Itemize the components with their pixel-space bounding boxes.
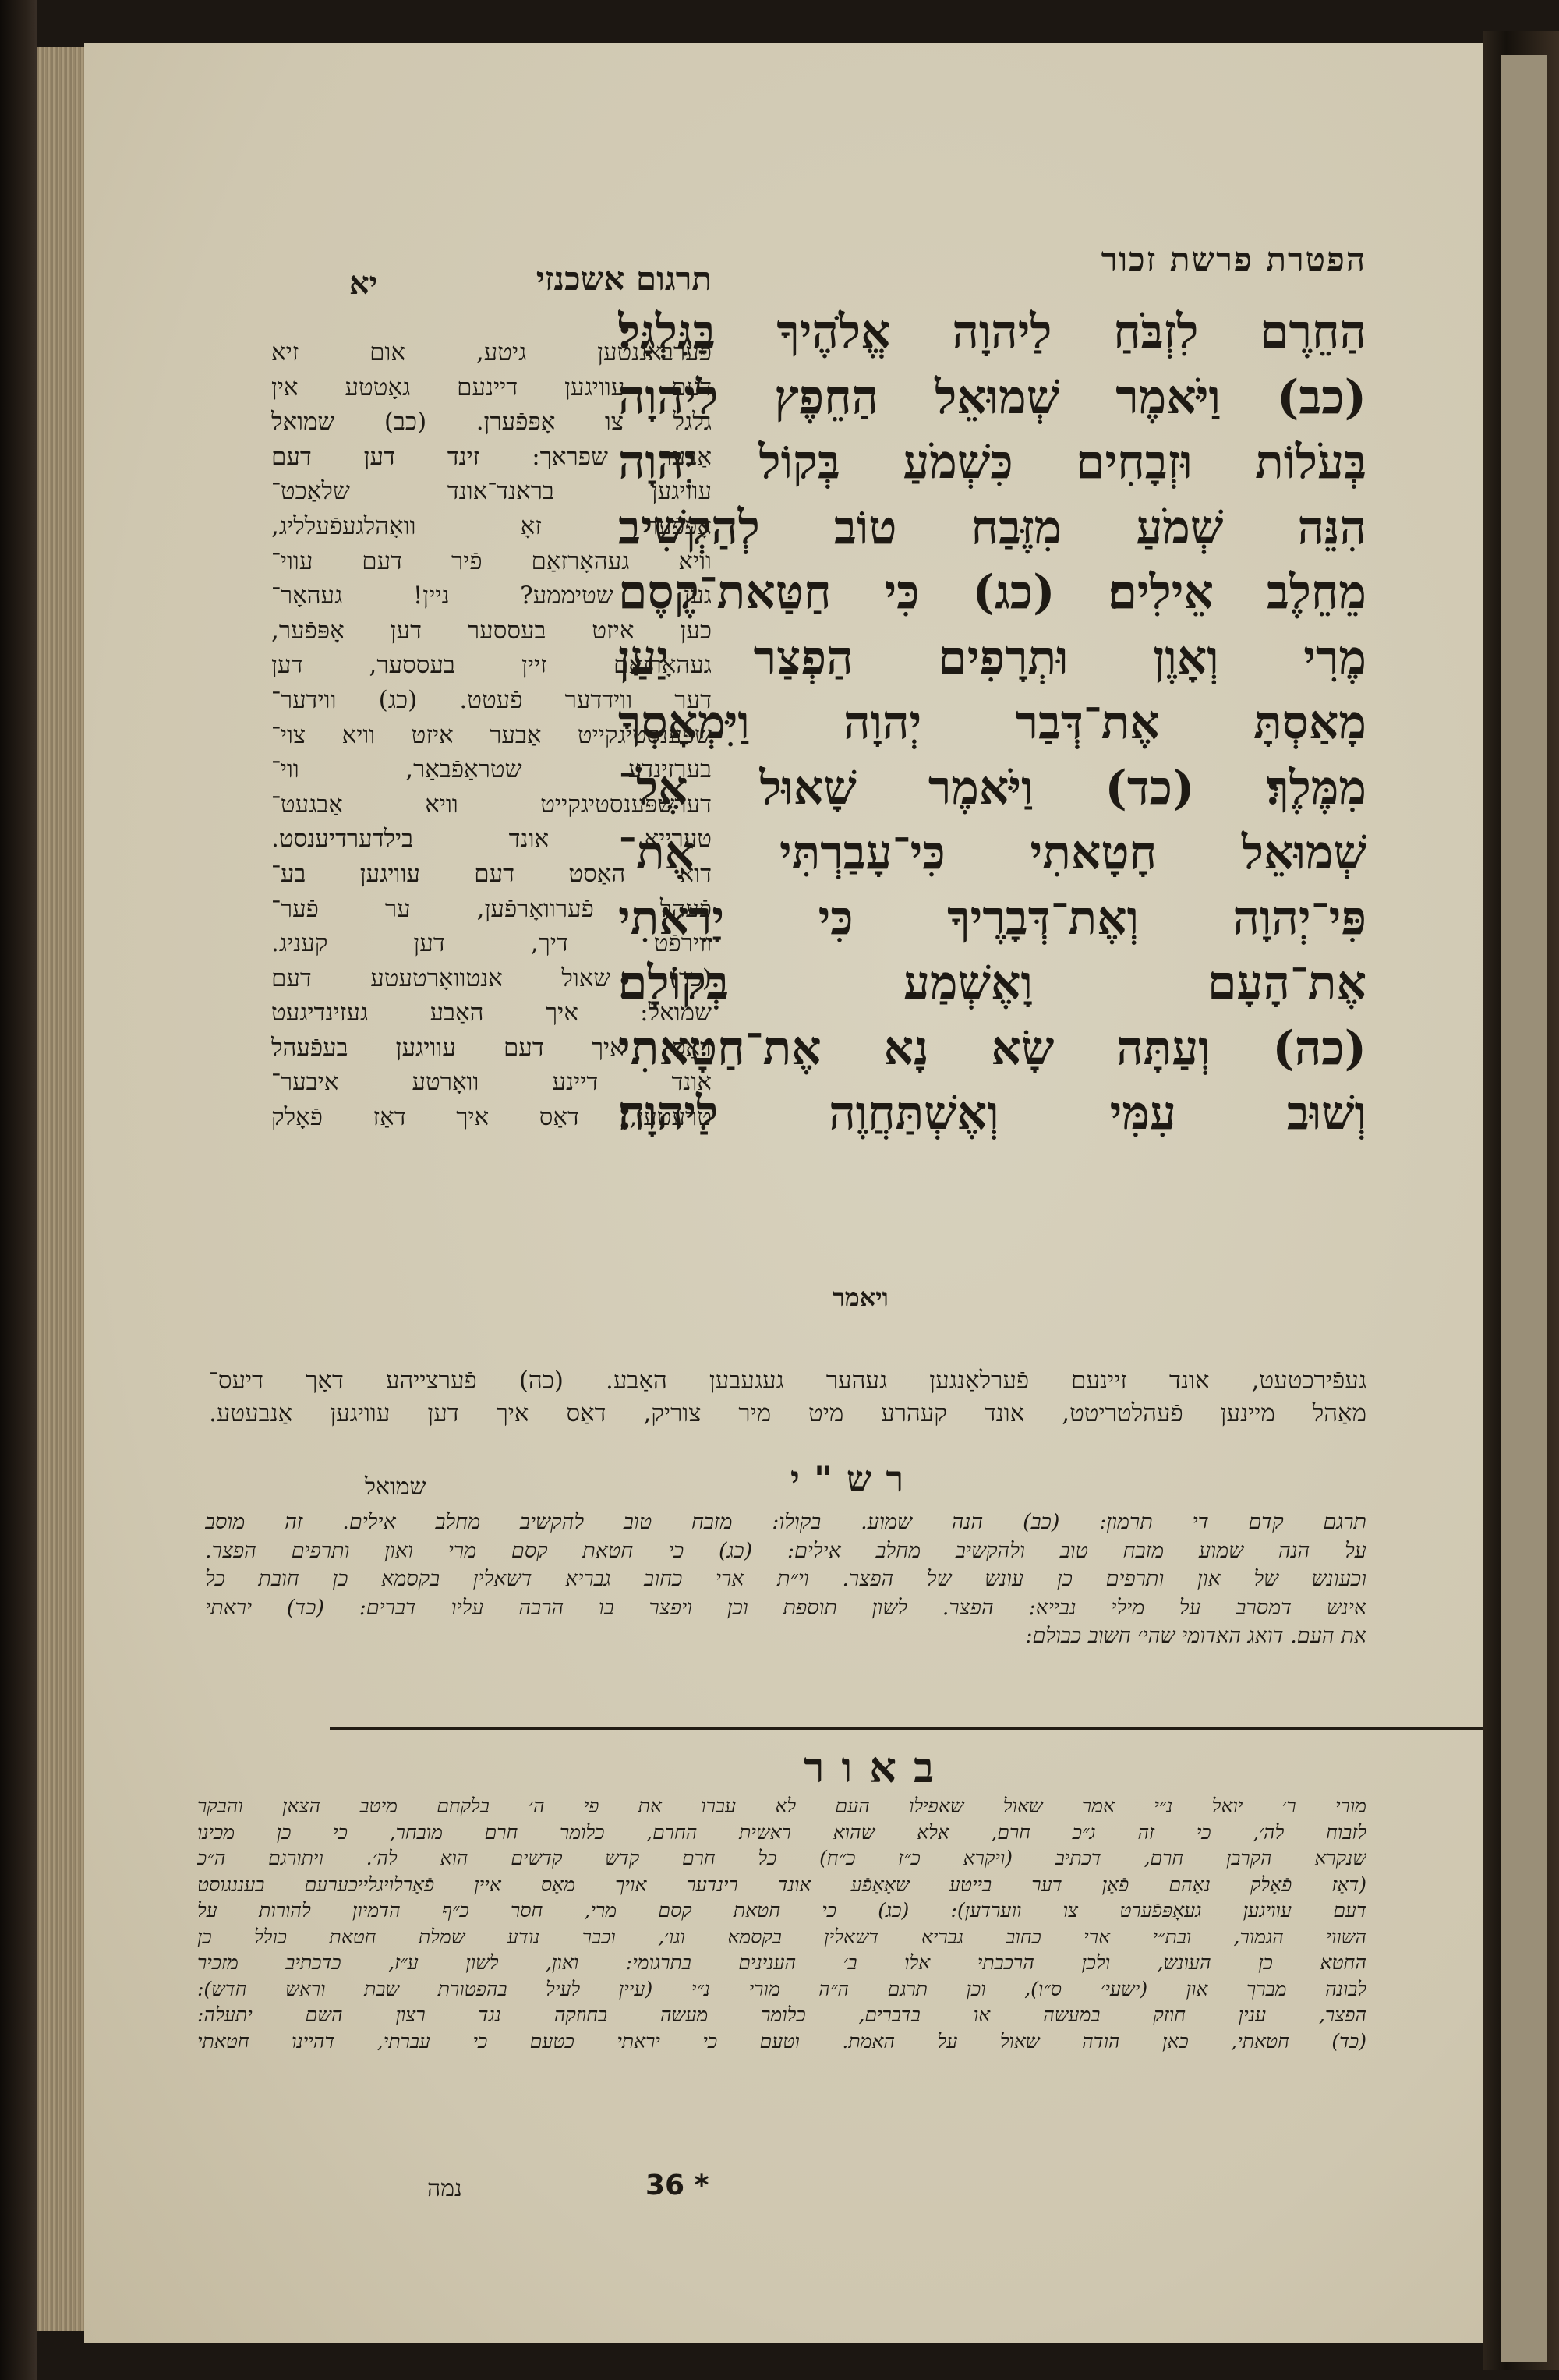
targum-line: טרעטען, דאַס איך דאַז פֿאָלק (271, 1103, 712, 1132)
biur-heading: באור (803, 1742, 952, 1792)
targum-catchword: שמואל (365, 1473, 426, 1501)
rashi-heading: רש"י (790, 1458, 918, 1500)
main-hebrew-text (618, 300, 1366, 1147)
biur-commentary (197, 1793, 1366, 2054)
targum-line: פֿערבאננטען גיטע, אום זיא (271, 338, 712, 366)
main-text-line: וְשׁוּב עִמִּי וְאֶשְׁתַּחֲוֶה לַיהוָה׃ (618, 1086, 1366, 1140)
biur-line: (דאָז פֿאָלק נאַהם פֿאָן דער בייטע שאָאַפֿע אונד רינדער אויך מאָס איין פֿאָרלויגלייכערעם בעננגוסט (197, 1873, 1366, 1896)
rashi-line: תרגם קדם די תרמון: (כב) הנה שמוע. בקולו: מזבח טוב להקשיב מחלב אילים. זה מוסב (205, 1510, 1366, 1534)
targum-line: ווירפֿט דיך, דען קעניג. (271, 929, 712, 958)
main-text-line: מֵחֵלֶב אֵילִים׃ (כג) כִּי חַטַּאת־קֶסֶם (618, 565, 1366, 620)
main-text-line: (כב) וַיֹּאמֶר שְׁמוּאֵל הַחֵפֶץ לַיהוָה (618, 370, 1366, 425)
targum-column (271, 335, 712, 1135)
targum-line: כען איזט בעססער דען אָפּפֿער, (271, 616, 712, 645)
main-text-line: פִּי־יְהוָה וְאֶת־דְּבָרֶיךָ כִּי יָרֵאתִי (618, 890, 1366, 946)
biur-line: לבונה מברך און (ישעי׳ ס״ו), וכן תרגם ה״ה מורי נ״י (עיין לעיל בהפטורת שבת וראש חדש): (197, 1977, 1366, 2000)
main-text-line: מֶרִי וְאָוֶן וּתְרָפִים הַפְצַר יַעַן (618, 630, 1366, 685)
section-divider (330, 1727, 1515, 1730)
main-text-line: בְּעֹלוֹת וּזְבָחִים כִּשְׁמֹעַ בְּקוֹל יְהוָה (618, 435, 1366, 490)
biur-line: (כד) חטאתי, כאן הודה שאול על האמת. וטעם כי יראתי כטעם כי עברתי, דהיינו חטאתי (197, 2029, 1366, 2053)
biur-line: השווי הגמור, ובת״י ארי כחוב גבריא דשאלין בקסמא וגו׳, וכבר נודע שמלת חטאת כולל כן (197, 1925, 1366, 1948)
targum-continuation (209, 1364, 1366, 1430)
targum-line: דאַס איך דעם עוויגען בעפֿעהל (271, 1033, 712, 1062)
main-catchword: ויאמר (833, 1282, 889, 1312)
book-page (84, 43, 1483, 2343)
targum-line: דער ווידדער פֿעטט. (כג) ווידער־ (271, 685, 712, 714)
targum-cont-line: געפֿירכטעט, אונד זיינעם פֿערלאַנגען געהער געגעבען האַבע. (כה) פֿערצייהע דאָך דיעס־ (209, 1367, 1366, 1395)
targum-line: אַבער שפראך: זינד דען דעם (271, 442, 712, 471)
page-edges (37, 47, 86, 2331)
targum-line: אָפּפֿער זאָ וואָהלגעפֿעלליג, (271, 511, 712, 540)
main-text-line: מִמֶּלֶךְ׃ (כד) וַיֹּאמֶר שָׁאוּל אֶל־ (618, 760, 1366, 815)
targum-line: גען שטיממע? ניין! געהאָר־ (271, 582, 712, 610)
facing-page-edge (1501, 55, 1547, 2362)
biur-line: דעם עוויגען געאָפּפֿערט צו ווערדען): (כג) כי חטאת קסם מרי, חסר כ״ף הדמיון להורות על (197, 1899, 1366, 1922)
targum-line: (כד) שאול אנטוואָרטעטע דעם (271, 964, 712, 992)
biur-line: שנקרא הקרבן חרם, דכתיב (ויקרא כ״ז כ״ח) כל חרם קדש קדשים הוא לה׳. ויתורגם ה״כ (197, 1847, 1366, 1869)
main-text-line: (כה) וְעַתָּה שָׂא נָא אֶת־חַטָּאתִי (618, 1020, 1366, 1076)
page-number-hebrew: יא (349, 265, 378, 302)
biur-line: החטא כן העונש, ולכן הרכבתי אלו ב׳ הענינים בתרגומי: ואון, לשון ע״ז, כדכתיב מזכיר (197, 1951, 1366, 1974)
rashi-line: את העם. דואג האדומי שהי׳ חשוב כבולם: (1025, 1624, 1366, 1648)
targum-line: פֿעהל פֿערוואָרפֿען, ער פֿער־ (271, 894, 712, 923)
targum-cont-line: מאַהל מיינען פֿעהלטריטט, אונד קעהרע מיט מיר צוריק, דאַס איך דען עוויגען אַנבעטע. (209, 1399, 1366, 1427)
right-binding (1483, 31, 1559, 2370)
left-binding (0, 0, 37, 2380)
main-text-line: אֶת־הָעָם וָאֶשְׁמַע בְּקוֹלָם׃ (618, 956, 1366, 1010)
targum-line: דעם עוויגען דיינעם גאָטטע אין (271, 373, 712, 401)
targum-line: בערזינדע שטראַפֿבאַר, ווי־ (271, 755, 712, 784)
rashi-line: וכעונש של און ותרפים כן עונש של הפצר. וי״ת ארי כחוב גבריא דשאלין בקסמא כן חובת כל (205, 1567, 1366, 1591)
biur-line: לזבוח לה׳, כי זה ג״כ חרם, אלא שהוא ראשית החרם, כלומר חרם מובחר, כי כן מכינו (197, 1820, 1366, 1844)
targum-line: געהאָרזאַם זיין בעססער, דען (271, 651, 712, 680)
targum-line: גלגל צו אָפּפֿערן. (כב) שמואל (271, 408, 712, 437)
rashi-line: על הנה שמוע מזבח טוב ולהקשיב מחלב אילים: (כג) כי חטאת קסם מרי ואון ותרפים הפצר. (205, 1538, 1366, 1563)
targum-line: שפּענסטיגקייט אַבער איזט וויא צוי־ (271, 720, 712, 749)
main-text-line: הַחֵרֶם לִזְבֹּחַ לַיהוָה אֱלֹהֶיךָ בַּגִּלְגָּל׃ (618, 305, 1366, 359)
targum-line: דערשפּענסטיגקייט וויא אַבגעט־ (271, 790, 712, 819)
targum-line: וויא געהאָרזאַם פֿיר דעם עווי־ (271, 546, 712, 575)
running-head-targum: תרגום אשכנזי (536, 260, 712, 298)
targum-line: טערייא אונד בילדערדיענסט. (271, 825, 712, 854)
targum-line: דוא האַסט דעם עוויגען בע־ (271, 859, 712, 888)
running-head-haftarah: הפטרת פרשת זכור (1101, 240, 1366, 278)
main-text-line: מָאַסְתָּ אֶת־דְּבַר יְהוָה וַיִּמְאָסְךָ (618, 695, 1366, 750)
signature-mark: 36 * (645, 2170, 709, 2201)
main-text-line: שְׁמוּאֵל חָטָאתִי כִּי־עָבַרְתִּי אֶת־ (618, 826, 1366, 880)
rashi-commentary (205, 1508, 1366, 1651)
targum-line: אונד דיינע וואָרטע איבער־ (271, 1068, 712, 1097)
rashi-line: אינש דמסרב על מילי נבייא: הפצר. לשון תוספת וכן ויפצר בו הרבה עליו דברים: (כד) יראתי (205, 1595, 1366, 1620)
targum-line: שמואל: איך האַבע געזינדיגעט (271, 999, 712, 1027)
main-text-line: הִנֵּה שְׁמֹעַ מִזֶּבַח טוֹב לְהַקְשִׁיב (618, 500, 1366, 555)
targum-line: עוויגען בראנד־אונד שלאַכט־ (271, 477, 712, 506)
biur-line: הפצר, ענין חוזק במעשה או בדברים, כלומר מעשה בחוזקה נגד רצון השם יתעלה: (197, 2003, 1366, 2026)
biur-line: מורי ר׳ יואל נ״י אמר שאול שאפילו העם לא עברו את פי ה׳ בלקחם מיטב הצאן והבקר (197, 1795, 1366, 1817)
page-catchword: נמה (427, 2175, 462, 2202)
